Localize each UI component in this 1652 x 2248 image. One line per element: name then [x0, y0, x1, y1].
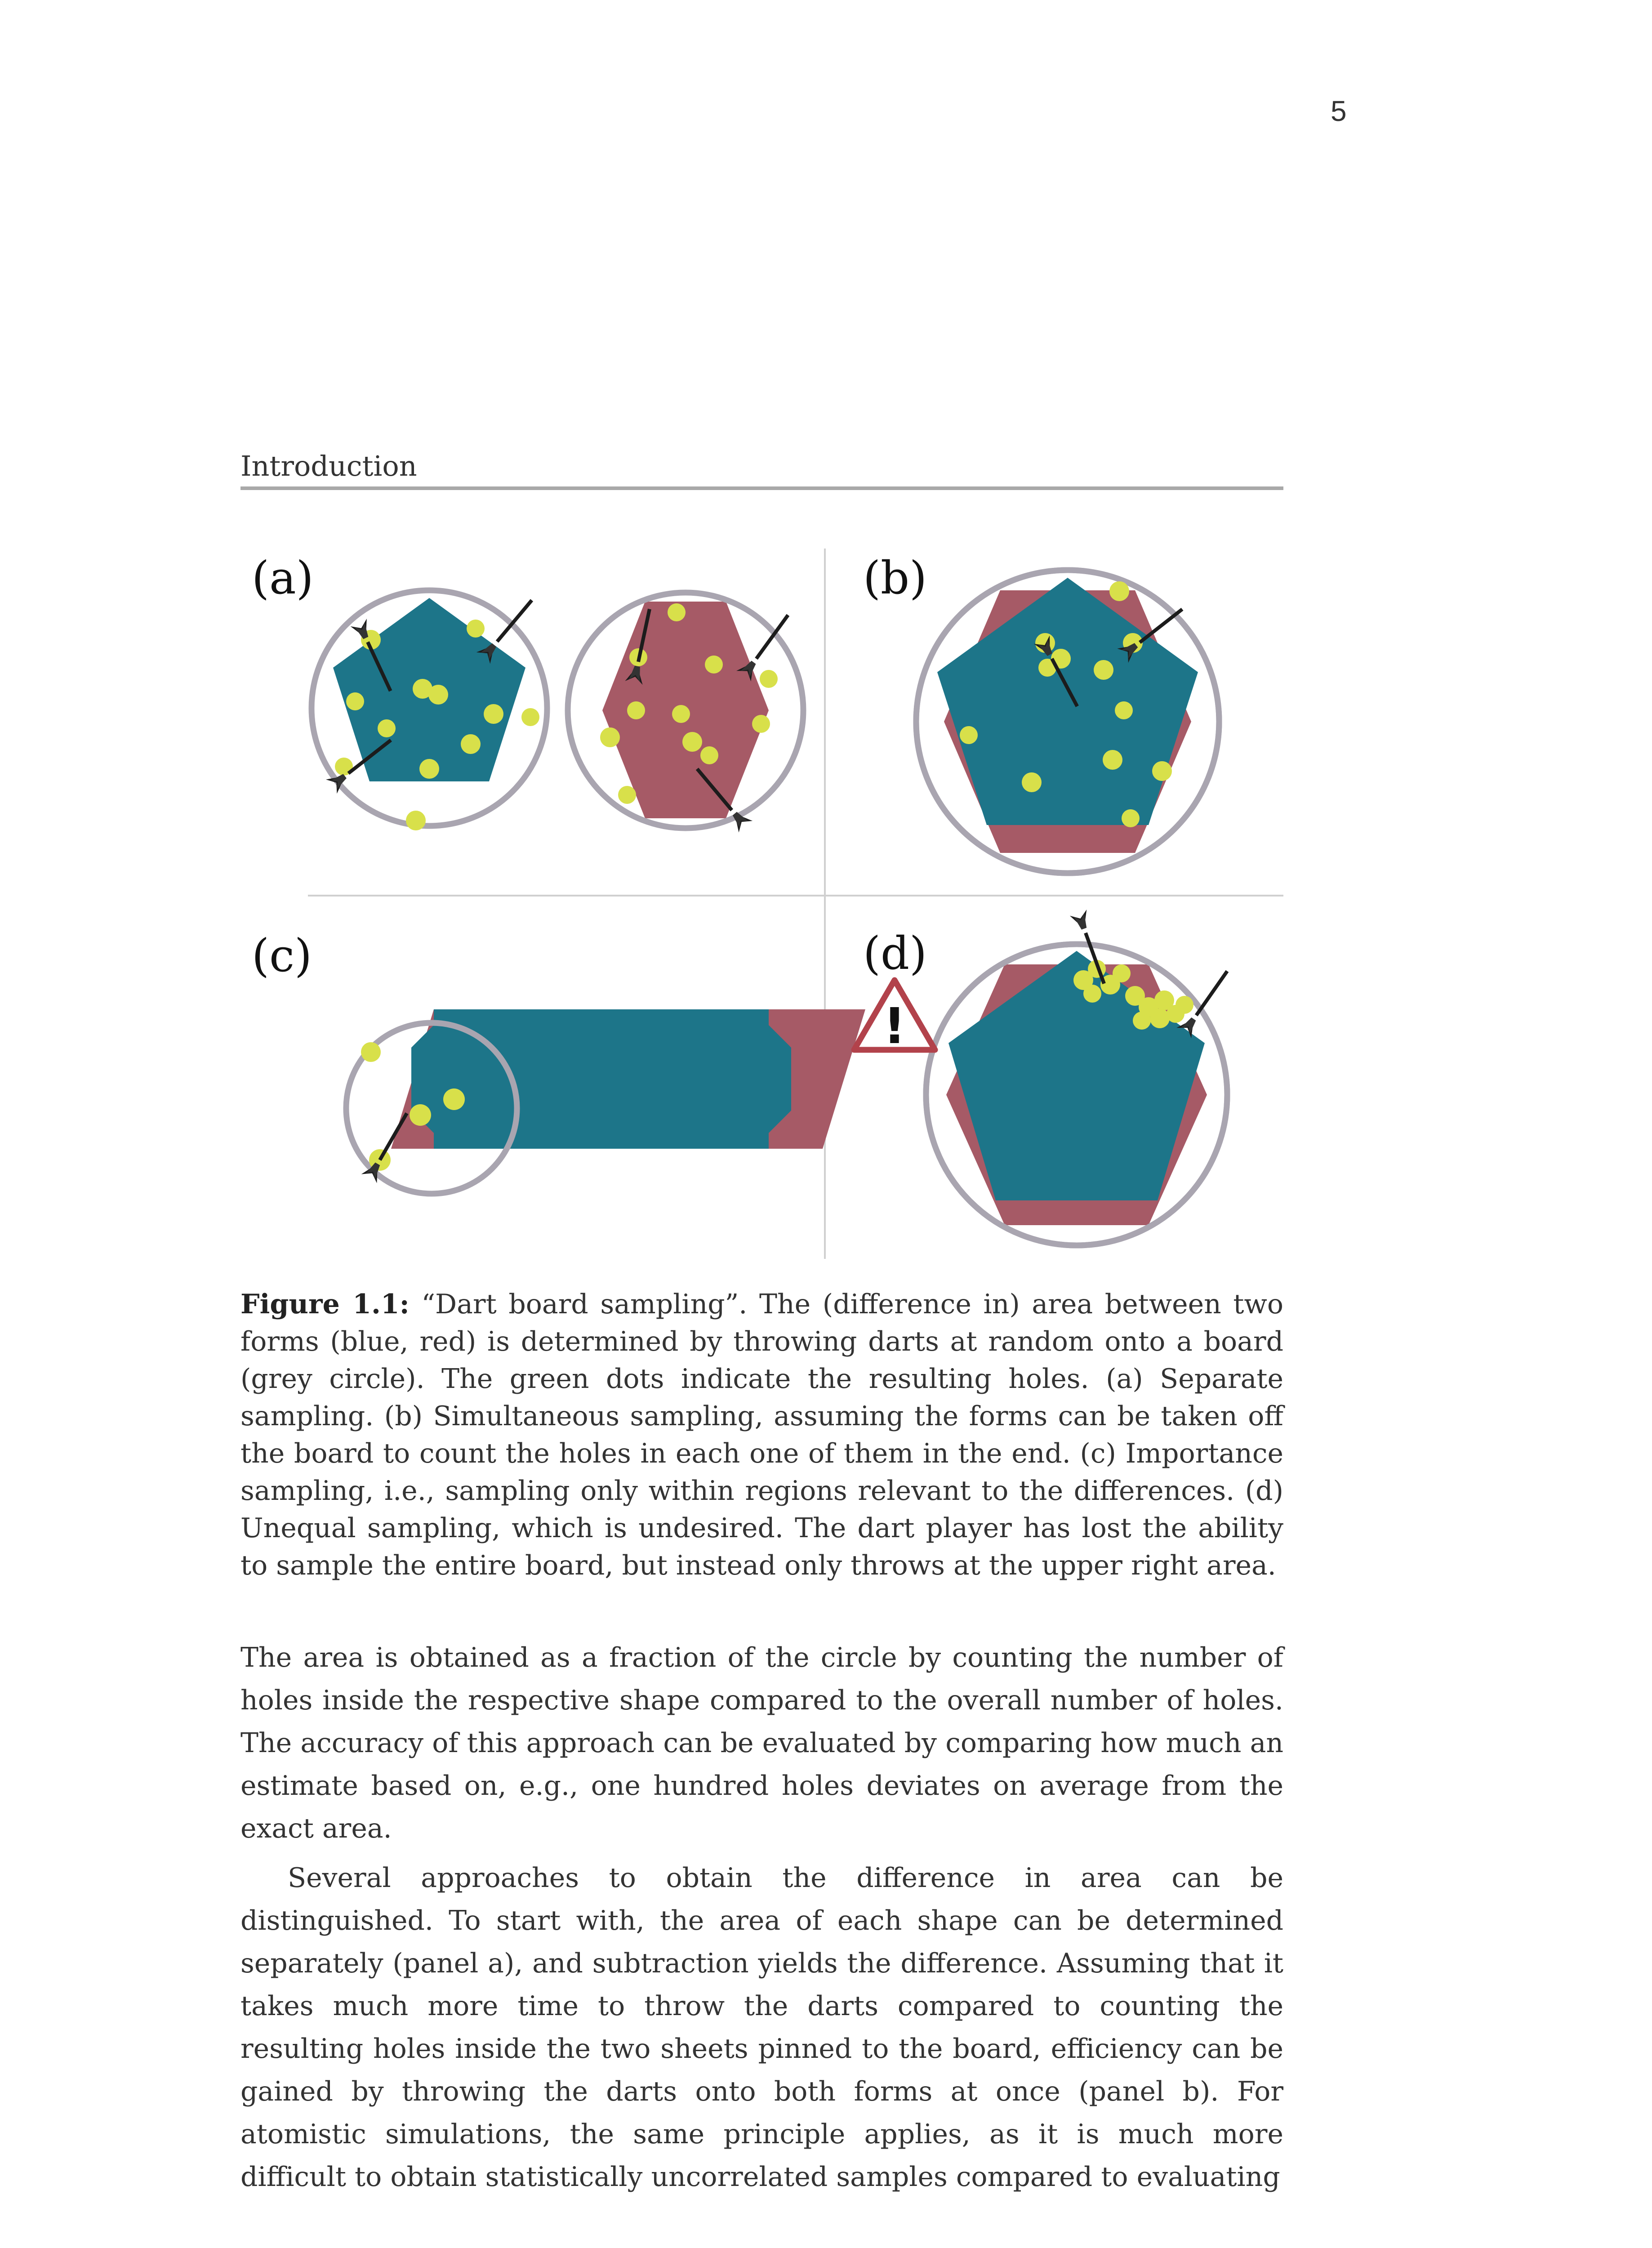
caption-text: “Dart board sampling”. The (difference in) area between two forms (blue, red) is determined by throwing darts at random onto a board (grey circle). The green dots indicate the resulting holes. (a) Separate sampling. (b) Simultaneous sampling, assuming the forms can be taken off the board to count the holes in each one of them in the end. (c) Importance sampling, i.e., sampling only within regions relevant to the differences. (d) Unequal sampling, which is undesired. The dart player has lost the ability to sample the entire board, but instead only throws at the upper right area. — [240, 1289, 1283, 1581]
body-paragraph-1: The area is obtained as a fraction of the circle by counting the number of holes inside the respective shape compared to the overall number of holes. The accuracy of this approach can be evaluated by comparing how much an estimate based on, e.g., one hundred holes deviates on average from the exact area. — [240, 1642, 1283, 1844]
panel-label-c: (c) — [252, 929, 312, 982]
panel-a-pentagon-board — [312, 590, 547, 830]
panel-a-hexagon-board — [568, 593, 803, 833]
panel-b-simultaneous-board — [916, 570, 1219, 873]
warning-icon — [854, 980, 935, 1055]
figure-caption — [240, 1286, 1283, 1584]
blue-pentagon — [948, 951, 1205, 1200]
panel-label-a: (a) — [252, 552, 314, 604]
body-paragraph-2: Several approaches to obtain the difference in area can be distinguished. To start with, the area of each shape can be determined separately (panel a), and subtraction yields the difference. Assuming that it takes much more time to throw the darts compared to counting the resulting holes inside the two sheets pinned to the board, efficiency can be gained by throwing the darts onto both forms at once (panel b). For atomistic simulations, the same principle applies, as it is much more difficult to obtain statistically uncorrelated samples compared to evaluating — [240, 1862, 1283, 2193]
panel-label-d: (d) — [863, 927, 927, 980]
panel-label-b: (b) — [863, 552, 927, 604]
caption-label: Figure 1.1: — [240, 1289, 410, 1320]
panel-c-importance-board — [346, 1009, 865, 1194]
panel-d-unequal-board — [926, 910, 1234, 1245]
running-head: Introduction — [240, 450, 417, 482]
figure-dart-board-sampling — [240, 531, 1283, 1263]
header-rule — [240, 486, 1283, 490]
svg-text:!: ! — [883, 997, 906, 1055]
page-number: 5 — [1331, 95, 1347, 127]
blue-pentagon — [937, 578, 1198, 825]
